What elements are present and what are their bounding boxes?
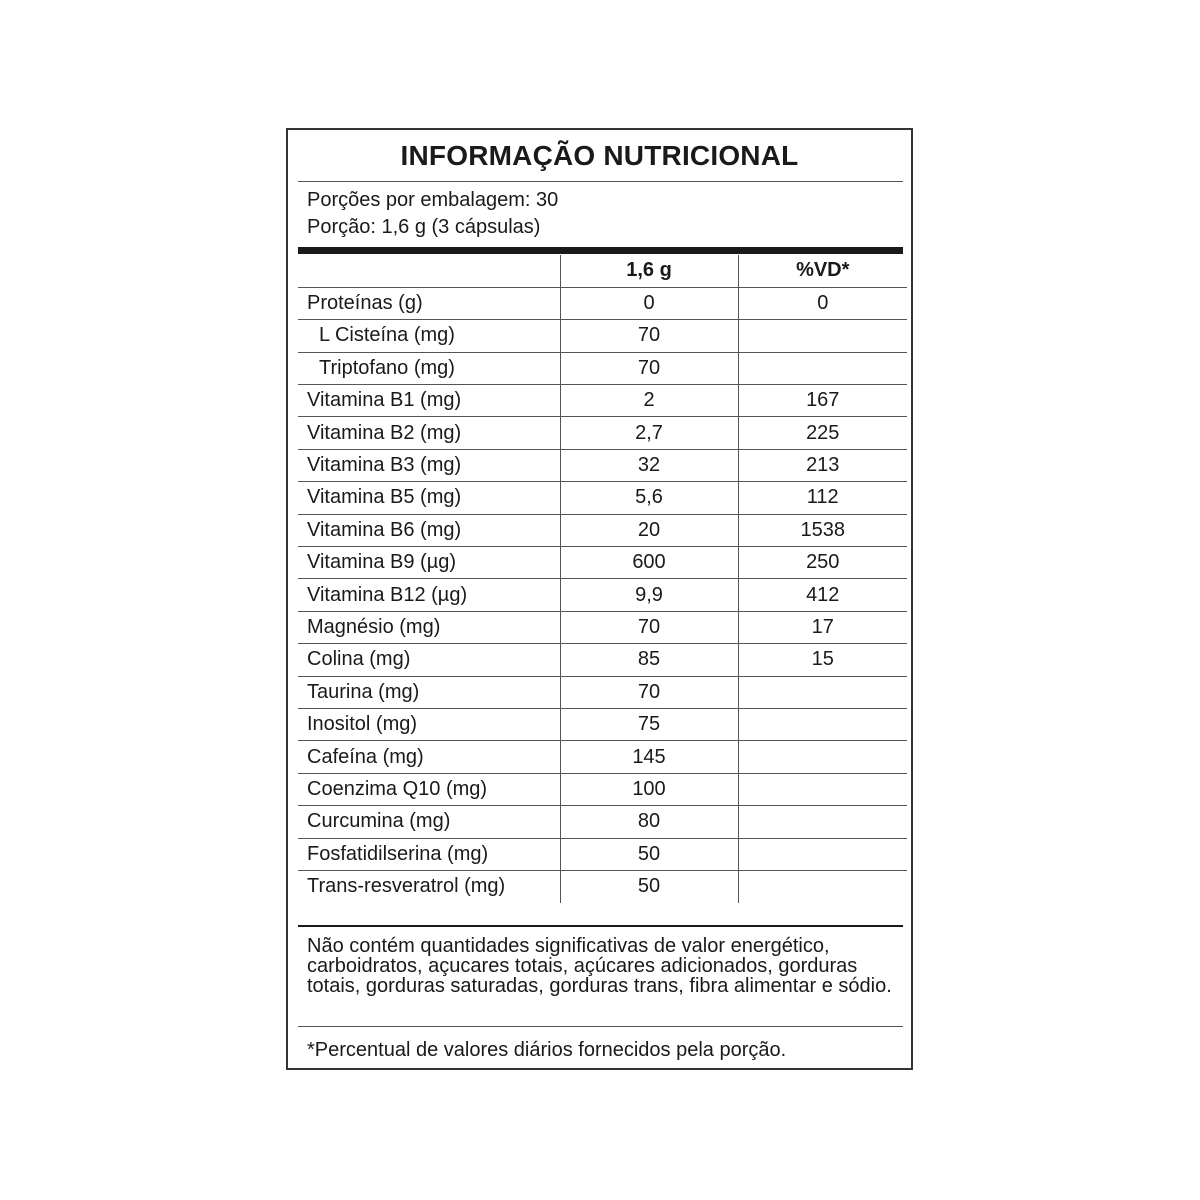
table-row [298,449,907,481]
divider [298,181,903,182]
table-row [298,708,907,740]
table-row [298,838,907,870]
nutrient-name: Fosfatidilserina (mg) [298,838,560,870]
nutrient-amount: 70 [560,352,738,384]
nutrient-daily-value: 213 [738,449,907,481]
nutrient-daily-value: 15 [738,644,907,676]
nutrient-name: Trans-resveratrol (mg) [307,875,506,898]
nutrient-daily-value: 0 [738,287,907,319]
panel-title: INFORMAÇÃO NUTRICIONAL [400,140,799,171]
table-row [298,644,907,676]
table-row [298,417,907,449]
nutrient-daily-value: 250 [738,547,907,579]
nutrient-daily-value [738,708,907,740]
footnote: *Percentual de valores diários fornecidos pela porção. [307,1039,787,1061]
nutrient-daily-value [738,806,907,838]
nutrient-name: Vitamina B9 (µg) [298,547,560,579]
table-row [298,514,907,546]
nutrient-name: Inositol (mg) [298,708,560,740]
nutrient-name: Curcumina (mg) [298,806,560,838]
nutrient-amount: 50 [560,870,738,902]
table-row [298,741,907,773]
nutrient-amount: 2 [560,385,738,417]
nutrient-amount: 100 [560,773,738,805]
nutrient-amount: 5,6 [560,482,738,514]
nutrient-name: Triptofano (mg) [298,352,560,384]
nutrient-name: Vitamina B3 (mg) [298,449,560,481]
nutrition-table [298,255,907,903]
nutrition-facts-panel [286,128,913,1070]
nutrient-name: Colina (mg) [298,644,560,676]
nutrient-daily-value [738,352,907,384]
nutrient-daily-value [738,320,907,352]
table-row [298,320,907,352]
nutrient-name: Vitamina B6 (mg) [298,514,560,546]
nutrient-name: Magnésio (mg) [298,611,560,643]
nutrient-amount: 145 [560,741,738,773]
nutrient-name: Vitamina B12 (µg) [298,579,560,611]
header-daily-value: %VD* [738,255,907,287]
nutrient-name: Cafeína (mg) [298,741,560,773]
nutrient-amount: 50 [560,838,738,870]
nutrient-amount: 70 [560,611,738,643]
table-row [298,352,907,384]
nutrient-name: L Cisteína (mg) [298,320,560,352]
table-row [298,611,907,643]
servings-per-package: Porções por embalagem: 30 [307,189,559,211]
disclaimer-note: Não contém quantidades significativas de valor energético, carboidratos, açucares totais, açúcares adicionados, gorduras totais, gorduras saturadas, gorduras trans, fibra alimentar e sódio. [307,935,892,997]
nutrient-amount: 20 [560,514,738,546]
nutrient-amount: 600 [560,547,738,579]
nutrient-amount: 2,7 [560,417,738,449]
nutrient-name: Vitamina B1 (mg) [298,385,560,417]
thick-divider-bottom [298,925,903,927]
nutrient-name: Vitamina B2 (mg) [298,417,560,449]
nutrient-name: Vitamina B5 (mg) [298,482,560,514]
nutrient-amount: 70 [560,676,738,708]
nutrient-daily-value: 225 [738,417,907,449]
nutrient-name: Taurina (mg) [298,676,560,708]
table-row [298,806,907,838]
nutrient-amount: 70 [560,320,738,352]
nutrient-name: Proteínas (g) [298,287,560,319]
nutrient-amount: 9,9 [560,579,738,611]
table-row [298,676,907,708]
thick-divider [298,247,903,254]
nutrient-daily-value [738,773,907,805]
table-row [298,773,907,805]
nutrient-daily-value [738,741,907,773]
table-row [298,385,907,417]
nutrient-amount: 0 [560,287,738,319]
nutrient-daily-value [738,838,907,870]
nutrient-amount: 80 [560,806,738,838]
nutrient-daily-value: 112 [738,482,907,514]
nutrient-daily-value [738,676,907,708]
nutrient-amount: 85 [560,644,738,676]
table-row [298,870,907,902]
nutrient-daily-value: 1538 [738,514,907,546]
serving-size: Porção: 1,6 g (3 cápsulas) [307,216,541,238]
header-amount: 1,6 g [560,255,738,287]
nutrient-daily-value: 167 [738,385,907,417]
table-row [298,287,907,319]
divider [298,1026,903,1027]
table-row [298,482,907,514]
nutrient-daily-value [738,870,907,902]
table-header-row [298,255,907,287]
header-nutrient [298,255,560,287]
nutrient-amount: 75 [560,708,738,740]
nutrient-amount: 32 [560,449,738,481]
nutrient-name: Coenzima Q10 (mg) [298,773,560,805]
table-row [298,547,907,579]
table-row [298,579,907,611]
nutrient-daily-value: 412 [738,579,907,611]
nutrient-daily-value: 17 [738,611,907,643]
